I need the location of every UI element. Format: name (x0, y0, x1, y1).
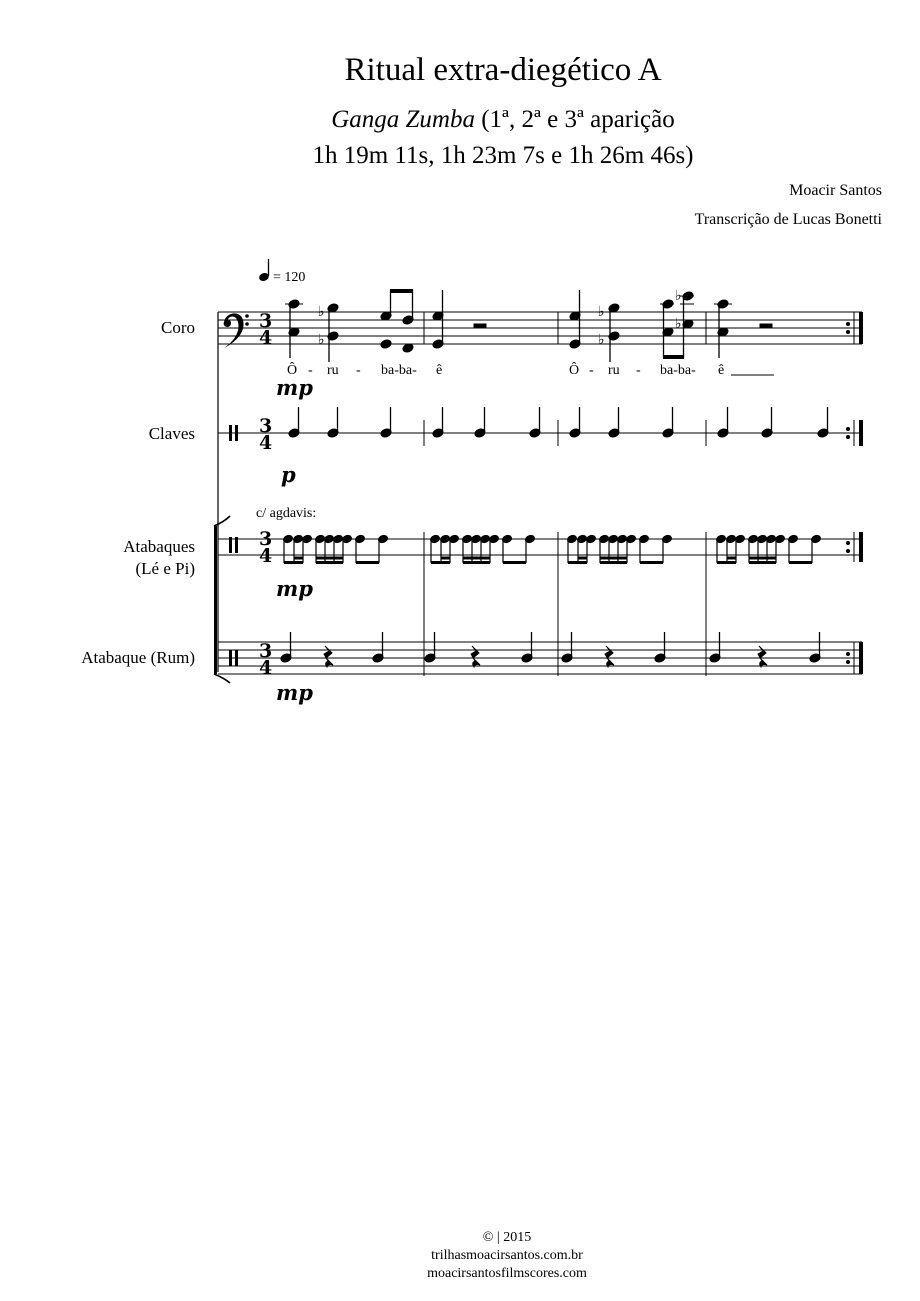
lyric-syllable: ru (327, 363, 339, 378)
footer-site-en[interactable]: moacirsantosfilmscores.com (427, 1266, 587, 1281)
lyric-syllable: ê (718, 363, 725, 378)
instrument-label-atabaques-sub: (Lé e Pi) (135, 559, 195, 578)
instrument-label-coro: Coro (161, 318, 195, 337)
lyric-syllable: Ô (569, 363, 580, 378)
flat-icon: ♭ (598, 304, 605, 320)
time-signature-rum (259, 640, 272, 679)
dynamic-rum: mp (276, 680, 313, 705)
time-signature-top: 3 (259, 310, 273, 332)
lyric-syllable: Ô (287, 363, 298, 378)
quarter-rest-icon (324, 646, 333, 667)
dynamic-claves: p (281, 462, 296, 487)
time-signature-bottom: 4 (259, 657, 273, 679)
claves-quarter-note (569, 407, 581, 438)
time-signature-coro (259, 310, 272, 349)
bass-clef-icon (224, 313, 249, 348)
claves-quarter-note (817, 407, 829, 438)
lyric-hyphen: - (308, 363, 313, 378)
claves-quarter-note (380, 407, 392, 438)
lyric-syllable: ê (436, 363, 443, 378)
instrument-label-rum: Atabaque (Rum) (81, 648, 195, 667)
quarter-rest-icon (471, 646, 480, 667)
time-signature-atabaques (259, 528, 272, 567)
lyric-hyphen: - (636, 363, 641, 378)
instrument-label-claves: Claves (148, 424, 195, 443)
half-rest-icon (760, 324, 772, 328)
rum-quarter-note (424, 632, 436, 663)
flat-icon: ♭ (318, 332, 325, 348)
repeat-end-atabaques (846, 532, 863, 562)
rum-quarter-note (654, 632, 666, 663)
instrument-label-atabaques-name: Atabaques (123, 537, 195, 556)
film-title: Ganga Zumba (331, 106, 475, 133)
rum-quarter-note (809, 632, 821, 663)
lyrics (287, 361, 774, 378)
rum-quarter-note (280, 632, 292, 663)
lyric-syllable: ru (608, 363, 620, 378)
claves-quarter-note (288, 407, 300, 438)
flat-icon: ♭ (675, 316, 682, 332)
score-title: Ritual extra-diegético A (344, 52, 662, 88)
time-signature-bottom: 4 (259, 327, 273, 349)
claves-quarter-note (474, 407, 486, 438)
time-signature-claves (259, 415, 272, 454)
dynamic-atabaques: mp (276, 576, 313, 601)
claves-quarter-note (327, 407, 339, 438)
composer-credit: Moacir Santos (789, 182, 882, 199)
timestamps-line: 1h 19m 11s, 1h 23m 7s e 1h 26m 46s) (312, 142, 694, 169)
technique-text: c/ agdavis: (256, 506, 317, 521)
staff-rum (218, 642, 862, 674)
footer-site-pt[interactable]: trilhasmoacirsantos.com.br (431, 1248, 583, 1263)
quarter-rest-icon (758, 646, 767, 667)
lyric-hyphen: - (589, 363, 594, 378)
claves-quarter-note (662, 407, 674, 438)
transcriber-credit: Transcrição de Lucas Bonetti (694, 211, 882, 228)
claves-quarter-note (761, 407, 773, 438)
rum-quarter-note (372, 632, 384, 663)
tempo-value: = 120 (273, 270, 306, 285)
tempo-marking (258, 259, 305, 285)
time-signature-bottom: 4 (259, 432, 273, 454)
half-rest-icon (474, 324, 486, 328)
claves-quarter-note (608, 407, 620, 438)
coro-notes (285, 288, 772, 362)
lyric-hyphen: - (356, 363, 361, 378)
flat-icon: ♭ (318, 304, 325, 320)
claves-quarter-note (717, 407, 729, 438)
lyric-syllable: ba-ba- (381, 363, 417, 378)
quarter-rest-icon (605, 646, 614, 667)
flat-icon: ♭ (598, 332, 605, 348)
footer-copyright: © | 2015 (482, 1230, 532, 1245)
dynamic-coro: mp (276, 375, 313, 400)
chord-eighth-pair (660, 288, 694, 358)
rum-quarter-note (709, 632, 721, 663)
time-signature-bottom: 4 (259, 545, 273, 567)
time-signature-top: 3 (259, 528, 273, 550)
lyric-syllable: ba-ba- (660, 363, 696, 378)
appearance-label: (1ª, 2ª e 3ª aparição (474, 106, 675, 133)
flat-icon: ♭ (675, 288, 682, 304)
claves-quarter-note (529, 407, 541, 438)
claves-quarter-note (432, 407, 444, 438)
time-signature-top: 3 (259, 640, 273, 662)
rum-quarter-note (521, 632, 533, 663)
rum-quarter-note (561, 632, 573, 663)
time-signature-top: 3 (259, 415, 273, 437)
